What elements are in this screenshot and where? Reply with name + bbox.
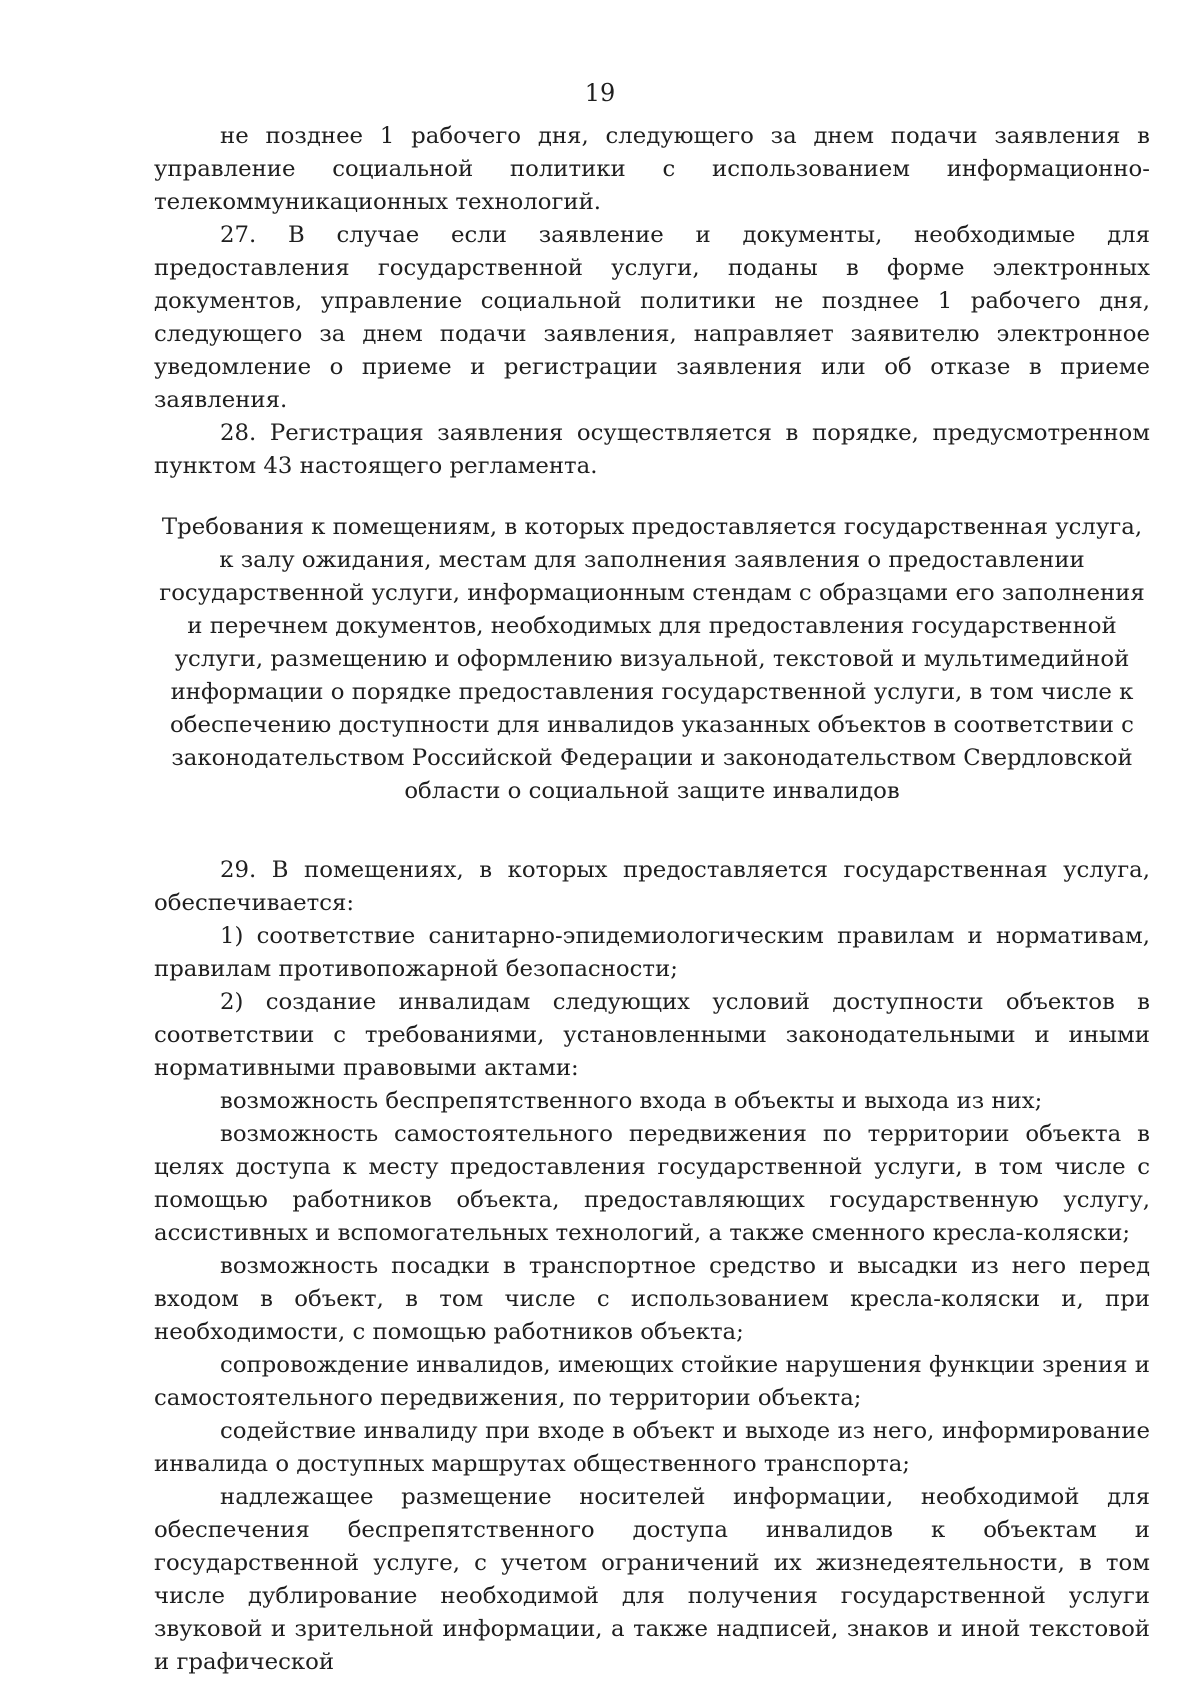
page-number: 19 [584, 79, 616, 107]
list-item: надлежащее размещение носителей информации, необходимой для обеспечения беспрепятственного доступа инвалидов к объектам и государственной услуге, с учетом ограничений их жизнедеятельности, в том числе дублирование необходимой для получения государственной услуги звуковой и зрительной информации, а также надписей, знаков и иной текстовой и графической [154, 1484, 1150, 1675]
list-item: возможность посадки в транспортное средство и высадки из него перед входом в объект, в том числе с использованием кресла-коляски и, при необходимости, с помощью работников объекта; [154, 1253, 1150, 1345]
paragraph-continuation: не позднее 1 рабочего дня, следующего за днем подачи заявления в управление социальной политики с использованием информационно-телекоммуникационных технологий. [154, 123, 1150, 215]
paragraph-28: 28. Регистрация заявления осуществляется в порядке, предусмотренном пунктом 43 настоящего регламента. [154, 420, 1150, 479]
list-item: сопровождение инвалидов, имеющих стойкие нарушения функции зрения и самостоятельного передвижения, по территории объекта; [154, 1352, 1150, 1411]
paragraph-27: 27. В случае если заявление и документы, необходимые для предоставления государственной услуги, поданы в форме электронных документов, управление социальной политики не позднее 1 рабочего дня, следующего за днем подачи заявления, направляет заявителю электронное уведомление о приеме и регистрации заявления или об отказе в приеме заявления. [154, 222, 1150, 413]
section-heading: Требования к помещениям, в которых предоставляется государственная услуга, к залу ожидания, местам для заполнения заявления о предоставлении государственной услуги, информационным стендам с образцами его заполнения и перечнем документов, необходимых для предоставления государственной услуги, размещению и оформлению визуальной, текстовой и мультимедийной информации о порядке предоставления государственной услуги, в том числе к обеспечению доступности для инвалидов указанных объектов в соответствии с законодательством Российской Федерации и законодательством Свердловской области о социальной защите инвалидов [159, 514, 1145, 804]
list-item: содействие инвалиду при входе в объект и выходе из него, информирование инвалида о доступных маршрутах общественного транспорта; [154, 1418, 1150, 1477]
document-body [154, 120, 1150, 1679]
list-item: возможность самостоятельного передвижения по территории объекта в целях доступа к месту предоставления государственной услуги, в том числе с помощью работников объекта, предоставляющих государственную услугу, ассистивных и вспомогательных технологий, а также сменного кресла-коляски; [154, 1121, 1150, 1246]
paragraph-29-item-2: 2) создание инвалидам следующих условий доступности объектов в соответствии с требованиями, установленными законодательными и иными нормативными правовыми актами: [154, 989, 1150, 1081]
paragraph-29-item-1: 1) соответствие санитарно-эпидемиологическим правилам и нормативам, правилам противопожарной безопасности; [154, 923, 1150, 982]
list-item: возможность беспрепятственного входа в объекты и выхода из них; [220, 1088, 1043, 1114]
paragraph-29: 29. В помещениях, в которых предоставляется государственная услуга, обеспечивается: [154, 857, 1150, 916]
